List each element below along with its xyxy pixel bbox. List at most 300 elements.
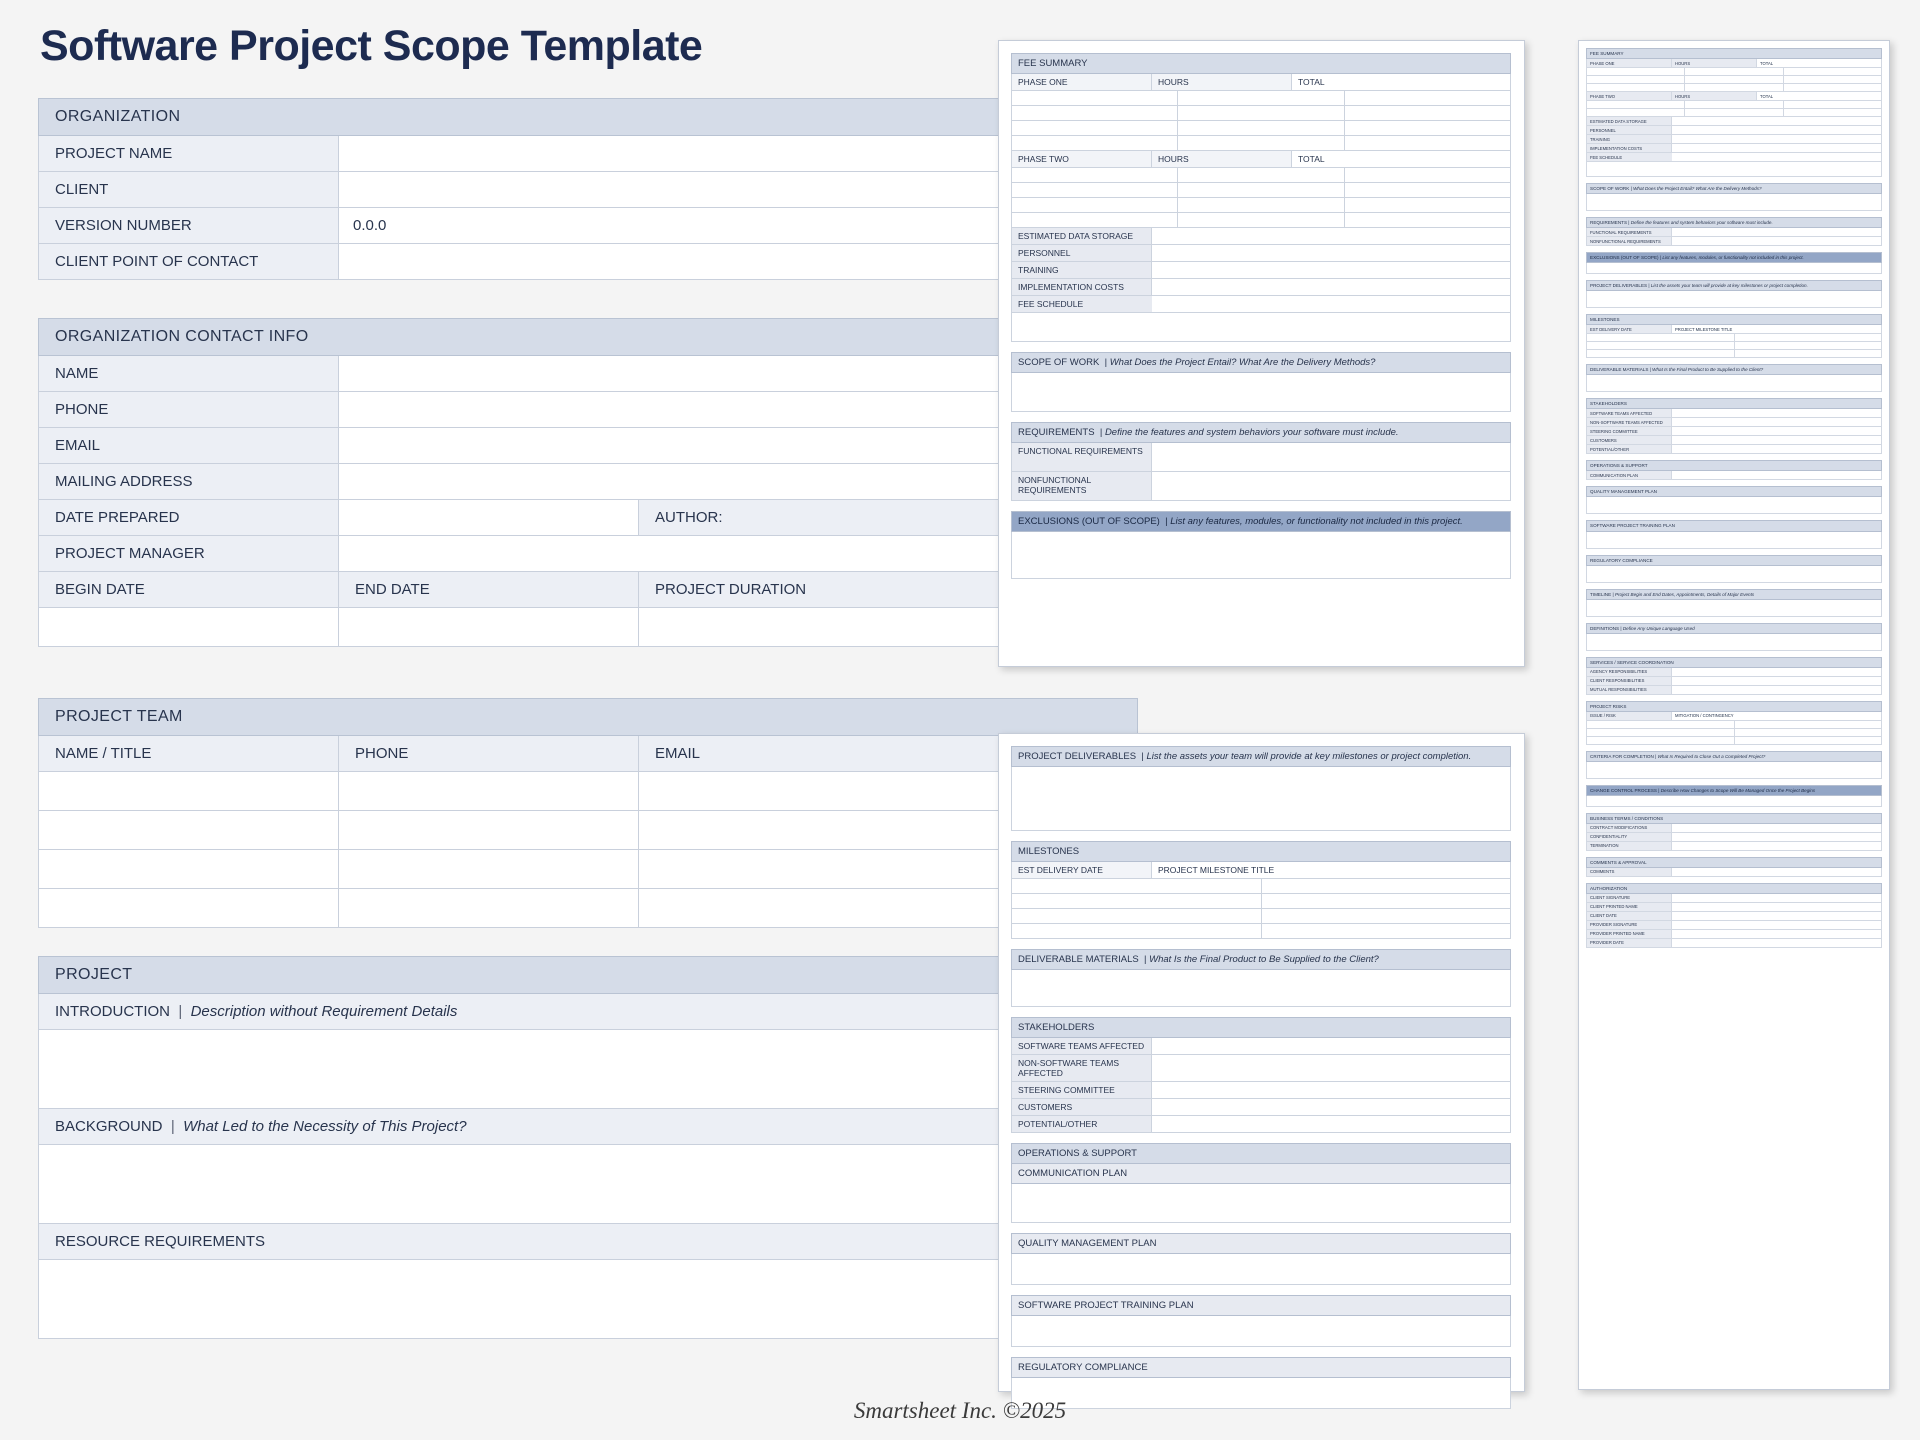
thumb-box[interactable] — [1586, 194, 1882, 211]
table-row — [1586, 117, 1882, 126]
nonfunctional-req-input[interactable] — [1152, 472, 1510, 500]
thumb-row-input[interactable] — [1672, 677, 1881, 685]
thumb-row-input[interactable] — [1672, 668, 1881, 676]
scope-of-work-input[interactable] — [1011, 373, 1511, 412]
date-prepared-value[interactable] — [339, 500, 639, 535]
background-input[interactable] — [39, 1145, 1137, 1223]
thumb-section-label: COMMENTS & APPROVAL — [1590, 859, 1647, 865]
thumb-row-input[interactable] — [1672, 912, 1881, 920]
thumb-row-label: POTENTIAL/OTHER — [1587, 445, 1672, 453]
table-row — [1586, 833, 1882, 842]
table-row — [1011, 168, 1511, 183]
table-row — [1586, 729, 1882, 737]
table-row — [38, 536, 1138, 572]
thumb-cell[interactable] — [1587, 342, 1735, 349]
thumb-row-label: PROVIDER PRINTED NAME — [1587, 930, 1672, 938]
exclusions-hint: List any features, modules, or functionality not included in this project. — [1170, 516, 1463, 527]
table-row — [1011, 245, 1511, 262]
phase-two-total-cell[interactable] — [1345, 168, 1510, 182]
table-row — [1586, 737, 1882, 745]
cost-value[interactable] — [1152, 262, 1510, 278]
thumb-row-input[interactable] — [1672, 903, 1881, 911]
thumb-row-label: NON-SOFTWARE TEAMS AFFECTED — [1587, 418, 1672, 426]
deliverables-label: PROJECT DELIVERABLES — [1018, 751, 1137, 762]
thumb-box[interactable] — [1586, 600, 1882, 617]
thumb-phase-two-label: PHASE TWO — [1587, 92, 1672, 100]
thumb-cell[interactable] — [1735, 342, 1882, 349]
project-team-header: PROJECT TEAM — [38, 698, 1138, 736]
team-name-cell[interactable] — [39, 850, 339, 888]
thumb-section-header — [1586, 520, 1882, 531]
thumb-section-header — [1586, 460, 1882, 471]
background-input-row — [38, 1145, 1138, 1224]
table-header-row — [1011, 862, 1511, 879]
thumb-cell[interactable] — [1685, 109, 1783, 116]
thumb-row-input[interactable] — [1672, 228, 1881, 236]
table-row — [1011, 91, 1511, 106]
thumb-row-label: CUSTOMERS — [1587, 436, 1672, 444]
field-label: CLIENT — [39, 172, 339, 207]
materials-label: DELIVERABLE MATERIALS — [1018, 954, 1139, 965]
cost-label: TRAINING — [1012, 262, 1152, 278]
thumb-row-input[interactable] — [1672, 833, 1881, 841]
resource-input[interactable] — [39, 1260, 1137, 1338]
thumb-row-label: COMMUNICATION PLAN — [1587, 471, 1672, 479]
thumb-cell[interactable] — [1735, 334, 1882, 341]
team-name-cell[interactable] — [39, 889, 339, 927]
thumb-section-label: BUSINESS TERMS / CONDITIONS — [1590, 815, 1664, 821]
phase-two-hours-cell[interactable] — [1178, 198, 1344, 212]
exclusions-header: EXCLUSIONS (OUT OF SCOPE) | List any features, modules, or functionality not included in this project. — [1011, 511, 1511, 532]
phase-two-total-cell[interactable] — [1345, 213, 1510, 227]
table-row — [38, 850, 1138, 889]
table-row — [1586, 76, 1882, 84]
thumb-row-input[interactable] — [1672, 436, 1881, 444]
stakeholder-input[interactable] — [1152, 1082, 1510, 1098]
phase-one-hours-cell[interactable] — [1178, 136, 1344, 150]
field-label: CLIENT POINT OF CONTACT — [39, 244, 339, 279]
phase-two-hours-cell[interactable] — [1178, 213, 1344, 227]
introduction-input-row — [38, 1030, 1138, 1109]
cost-value[interactable] — [1152, 279, 1510, 295]
thumb-cell[interactable] — [1784, 109, 1881, 116]
thumb-cost-label: TRAINING — [1587, 135, 1672, 143]
phase-two-hours-cell[interactable] — [1178, 168, 1344, 182]
milestone-date-cell[interactable] — [1012, 924, 1262, 938]
author-label: AUTHOR: — [639, 500, 1137, 535]
begin-date-label: BEGIN DATE — [39, 572, 339, 607]
scope-of-work-header: SCOPE OF WORK | What Does the Project Entail? What Are the Delivery Methods? — [1011, 352, 1511, 373]
thumb-cell[interactable] — [1784, 101, 1881, 108]
thumb-cell[interactable] — [1784, 76, 1881, 83]
materials-header: DELIVERABLE MATERIALS | What Is the Final Product to Be Supplied to the Client? — [1011, 949, 1511, 970]
phase-two-total-label: TOTAL — [1292, 151, 1510, 167]
thumb-box[interactable] — [1586, 162, 1882, 177]
introduction-hint: Description without Requirement Details — [190, 1003, 458, 1020]
table-header-row — [38, 736, 1138, 772]
thumb-cell[interactable] — [1587, 334, 1735, 341]
thumb-row-label: MUTUAL RESPONSIBILITIES — [1587, 686, 1672, 694]
phase-two-hours-label: HOURS — [1152, 151, 1292, 167]
phase-two-total-cell[interactable] — [1345, 183, 1510, 197]
table-row — [1586, 334, 1882, 342]
thumb-row-label: SOFTWARE TEAMS AFFECTED — [1587, 409, 1672, 417]
thumb-sections — [1586, 183, 1882, 948]
phase-one-name-cell[interactable] — [1012, 121, 1178, 135]
stakeholder-input[interactable] — [1152, 1038, 1510, 1054]
table-row — [1586, 109, 1882, 117]
thumb-cell[interactable] — [1587, 84, 1685, 91]
thumb-row-input[interactable] — [1672, 921, 1881, 929]
thumb-box[interactable] — [1586, 497, 1882, 514]
thumb-section-hint: Define Any Unique Language Used — [1622, 625, 1695, 631]
thumb-cell[interactable] — [1735, 350, 1882, 357]
thumb-box[interactable] — [1586, 532, 1882, 549]
table-row — [1586, 824, 1882, 833]
phase-two-total-cell[interactable] — [1345, 198, 1510, 212]
phase-one-total-cell[interactable] — [1345, 121, 1510, 135]
thumb-cell[interactable] — [1735, 729, 1882, 736]
milestone-date-cell[interactable] — [1012, 879, 1262, 893]
field-label: EMAIL — [39, 428, 339, 463]
field-label: PHONE — [39, 392, 339, 427]
table-row — [1586, 135, 1882, 144]
thumb-fee-schedule-label: FEE SCHEDULE — [1587, 153, 1672, 161]
deliverables-header: PROJECT DELIVERABLES | List the assets your team will provide at key milestones or project completion. — [1011, 746, 1511, 767]
nonfunctional-req-label: NONFUNCTIONAL REQUIREMENTS — [1012, 472, 1152, 500]
thumb-row-input[interactable] — [1672, 824, 1881, 832]
thumb-cost-label: PERSONNEL — [1587, 126, 1672, 134]
phase-two-name-cell[interactable] — [1012, 198, 1178, 212]
cost-label: PERSONNEL — [1012, 245, 1152, 261]
table-row — [1586, 668, 1882, 677]
thumb-row-input[interactable] — [1672, 237, 1881, 245]
thumb-row-label: CLIENT DATE — [1587, 912, 1672, 920]
thumb-cell[interactable] — [1672, 135, 1881, 143]
thumb-section-header — [1586, 813, 1882, 824]
table-row — [1011, 909, 1511, 924]
thumb-cost-label: ESTIMATED DATA STORAGE — [1587, 117, 1672, 125]
phase-one-total-cell[interactable] — [1345, 106, 1510, 120]
fee-schedule-input[interactable] — [1011, 313, 1511, 342]
thumb-cell[interactable] — [1587, 721, 1735, 728]
thumb-row-input[interactable] — [1672, 842, 1881, 850]
thumb-row-input[interactable] — [1672, 894, 1881, 902]
fee-summary-header: FEE SUMMARY — [1011, 53, 1511, 74]
thumb-row-input[interactable] — [1672, 471, 1881, 479]
stakeholder-input[interactable] — [1152, 1055, 1510, 1081]
team-phone-cell[interactable] — [339, 772, 639, 810]
thumb-section-label: MILESTONES — [1590, 317, 1620, 323]
table-row — [1586, 912, 1882, 921]
table-row — [1586, 228, 1882, 237]
thumb-phase-one-label: PHASE ONE — [1587, 59, 1672, 67]
table-row — [1586, 144, 1882, 153]
functional-req-input[interactable] — [1152, 443, 1510, 471]
deliverables-hint: List the assets your team will provide at key milestones or project completion. — [1146, 751, 1472, 762]
communication-plan-input[interactable] — [1011, 1184, 1511, 1223]
milestone-title-cell[interactable] — [1262, 909, 1511, 923]
table-row — [1586, 101, 1882, 109]
cost-label: ESTIMATED DATA STORAGE — [1012, 228, 1152, 244]
stakeholder-label: CUSTOMERS — [1012, 1099, 1152, 1115]
table-row — [1011, 1055, 1511, 1082]
organization-section — [38, 98, 1138, 280]
thumb-cell[interactable] — [1672, 144, 1881, 152]
milestone-date-cell[interactable] — [1012, 909, 1262, 923]
thumb-cell[interactable] — [1784, 84, 1881, 91]
exclusions-label: EXCLUSIONS (OUT OF SCOPE) — [1018, 516, 1160, 527]
field-label: VERSION NUMBER — [39, 208, 339, 243]
thumb-cell[interactable] — [1587, 737, 1735, 744]
thumb-cell[interactable] — [1735, 721, 1882, 728]
phase-one-name-cell[interactable] — [1012, 136, 1178, 150]
thumb-cell[interactable] — [1685, 68, 1783, 75]
table-header-row — [1586, 325, 1882, 334]
table-row — [1011, 1082, 1511, 1099]
thumb-section-header: CHANGE CONTROL PROCESS | Describe How Changes to Scope Will Be Managed Once the Project Begins — [1586, 785, 1882, 796]
thumb-row-input[interactable] — [1672, 939, 1881, 947]
phase-two-name-cell[interactable] — [1012, 168, 1178, 182]
thumb-section-header — [1586, 701, 1882, 712]
thumb-row-input[interactable] — [1672, 930, 1881, 938]
phase-one-hours-cell[interactable] — [1178, 91, 1344, 105]
thumb-row-label: CLIENT RESPONSIBILITIES — [1587, 677, 1672, 685]
table-row — [1586, 427, 1882, 436]
thumb-section-label: AUTHORIZATION — [1590, 885, 1628, 891]
training-plan-label: SOFTWARE PROJECT TRAINING PLAN — [1011, 1295, 1511, 1316]
thumb-col-header: MITIGATION / CONTINGENCY — [1672, 712, 1881, 720]
thumb-box[interactable] — [1586, 375, 1882, 392]
thumb-section-header: SCOPE OF WORK | What Does the Project Entail? What Are the Delivery Methods? — [1586, 183, 1882, 194]
thumb-cell[interactable] — [1672, 126, 1881, 134]
thumb-box[interactable] — [1586, 566, 1882, 583]
table-row — [1586, 842, 1882, 851]
team-name-cell[interactable] — [39, 811, 339, 849]
table-row — [38, 572, 1138, 608]
thumb-section-header — [1586, 883, 1882, 894]
team-phone-cell[interactable] — [339, 889, 639, 927]
table-row — [1011, 136, 1511, 151]
thumb-row-input[interactable] — [1672, 418, 1881, 426]
thumb-box[interactable] — [1586, 263, 1882, 274]
thumb-box[interactable] — [1586, 291, 1882, 308]
thumb-box[interactable] — [1586, 634, 1882, 651]
thumb-row-label: NONFUNCTIONAL REQUIREMENTS — [1587, 237, 1672, 245]
thumb-cell[interactable] — [1672, 117, 1881, 125]
scope-of-work-hint: What Does the Project Entail? What Are the Delivery Methods? — [1109, 357, 1376, 368]
introduction-label: INTRODUCTION — [55, 1003, 170, 1020]
thumb-cell[interactable] — [1587, 729, 1735, 736]
contact-header: ORGANIZATION CONTACT INFO — [38, 318, 1138, 356]
table-row — [1011, 879, 1511, 894]
thumb-cell[interactable] — [1587, 101, 1685, 108]
thumb-section-header: TIMELINE | Project Begin and End Dates, Appointments, Details of Major Events — [1586, 589, 1882, 600]
page-thumbnail[interactable] — [1578, 40, 1890, 1390]
cost-value[interactable] — [1152, 228, 1510, 244]
thumb-row-label: CLIENT SIGNATURE — [1587, 894, 1672, 902]
thumb-section-label: STAKEHOLDERS — [1590, 401, 1627, 407]
phase-one-hours-cell[interactable] — [1178, 121, 1344, 135]
field-label: PROJECT NAME — [39, 136, 339, 171]
phase-one-hours-cell[interactable] — [1178, 106, 1344, 120]
thumb-cell[interactable] — [1735, 737, 1882, 744]
milestone-title-cell[interactable] — [1262, 879, 1511, 893]
stakeholder-input[interactable] — [1152, 1116, 1510, 1132]
stakeholders-header: STAKEHOLDERS — [1011, 1017, 1511, 1038]
fee-schedule-label: FEE SCHEDULE — [1012, 296, 1152, 312]
thumb-phase-two-hours: HOURS — [1672, 92, 1757, 100]
thumb-section-header — [1586, 857, 1882, 868]
phase-two-header-row — [1011, 151, 1511, 168]
thumb-phase-one-hours: HOURS — [1672, 59, 1757, 67]
team-phone-cell[interactable] — [339, 850, 639, 888]
thumb-row-label: PROVIDER DATE — [1587, 939, 1672, 947]
thumb-section-label: EXCLUSIONS (OUT OF SCOPE) — [1590, 255, 1659, 261]
thumb-section-label: SCOPE OF WORK — [1590, 186, 1630, 192]
thumb-section-label: DELIVERABLE MATERIALS — [1590, 367, 1649, 373]
table-header-row — [1586, 59, 1882, 68]
project-team-section — [38, 698, 1138, 928]
thumb-row-label: PROVIDER SIGNATURE — [1587, 921, 1672, 929]
thumb-cell[interactable] — [1784, 68, 1881, 75]
quality-plan-input[interactable] — [1011, 1254, 1511, 1285]
page-title: Software Project Scope Template — [40, 22, 703, 70]
thumb-section-hint: Describe How Changes to Scope Will Be Managed Once the Project Begins — [1660, 787, 1816, 793]
thumb-box[interactable] — [1586, 762, 1882, 779]
thumb-row-input[interactable] — [1672, 686, 1881, 694]
table-row — [38, 172, 1138, 208]
milestone-date-cell[interactable] — [1012, 894, 1262, 908]
thumb-section-hint: What Does the Project Entail? What Are the Delivery Methods? — [1633, 186, 1762, 192]
thumb-row-input[interactable] — [1672, 868, 1881, 876]
col-milestone-title: PROJECT MILESTONE TITLE — [1152, 862, 1510, 878]
table-row — [1586, 84, 1882, 92]
phase-two-name-cell[interactable] — [1012, 213, 1178, 227]
thumb-section-hint: What Is Required to Close Out a Completed Project? — [1657, 753, 1766, 759]
training-plan-input[interactable] — [1011, 1316, 1511, 1347]
thumb-section-header — [1586, 398, 1882, 409]
thumb-box[interactable] — [1586, 796, 1882, 807]
table-row — [1586, 126, 1882, 135]
table-row — [38, 464, 1138, 500]
thumb-section-header — [1586, 486, 1882, 497]
resource-label: RESOURCE REQUIREMENTS — [39, 1224, 1137, 1259]
background-hint: What Led to the Necessity of This Project? — [183, 1118, 467, 1135]
phase-one-total-cell[interactable] — [1345, 136, 1510, 150]
project-manager-label: PROJECT MANAGER — [39, 536, 339, 571]
table-row — [1011, 472, 1511, 501]
thumb-section-hint: What Is the Final Product to Be Supplied to the Client? — [1652, 367, 1764, 373]
table-row — [38, 392, 1138, 428]
thumb-section-hint: Project Begin and End Dates, Appointments, Details of Major Events — [1614, 591, 1755, 597]
thumb-row-label: COMMENTS — [1587, 868, 1672, 876]
table-row — [1586, 921, 1882, 930]
table-row — [1586, 903, 1882, 912]
cost-value[interactable] — [1152, 245, 1510, 261]
thumb-section-label: PROJECT DELIVERABLES — [1590, 283, 1648, 289]
table-row — [1586, 894, 1882, 903]
table-row — [1586, 868, 1882, 877]
end-date-value[interactable] — [339, 608, 639, 646]
thumb-cell[interactable] — [1587, 109, 1685, 116]
table-row — [38, 356, 1138, 392]
thumb-row-input[interactable] — [1672, 409, 1881, 417]
thumb-section-header — [1586, 555, 1882, 566]
table-row — [38, 208, 1138, 244]
organization-contact-section — [38, 318, 1138, 647]
thumb-section-label: SERVICES / SERVICE COORDINATION — [1590, 659, 1674, 665]
thumb-row-input[interactable] — [1672, 445, 1881, 453]
team-name-cell[interactable] — [39, 772, 339, 810]
deliverables-panel — [998, 733, 1525, 1392]
milestone-title-cell[interactable] — [1262, 894, 1511, 908]
thumb-cell[interactable] — [1587, 68, 1685, 75]
col-phone: PHONE — [339, 736, 639, 771]
table-row — [1011, 924, 1511, 939]
stakeholder-input[interactable] — [1152, 1099, 1510, 1115]
phase-two-hours-cell[interactable] — [1178, 183, 1344, 197]
thumb-phase-one-total: TOTAL — [1757, 59, 1881, 67]
deliverables-input[interactable] — [1011, 767, 1511, 831]
table-row — [1011, 1038, 1511, 1055]
materials-input[interactable] — [1011, 970, 1511, 1007]
date-prepared-label: DATE PREPARED — [39, 500, 339, 535]
thumb-section-hint: Define the features and system behaviors your software must include. — [1630, 220, 1773, 226]
table-row — [38, 889, 1138, 928]
resource-header — [38, 1224, 1138, 1260]
fee-scope-panel — [998, 40, 1525, 667]
exclusions-input[interactable] — [1011, 532, 1511, 579]
table-row — [1011, 121, 1511, 136]
milestone-title-cell[interactable] — [1262, 924, 1511, 938]
fee-schedule-row — [1011, 296, 1511, 313]
stakeholder-label: SOFTWARE TEAMS AFFECTED — [1012, 1038, 1152, 1054]
introduction-input[interactable] — [39, 1030, 1137, 1108]
phase-two-name-cell[interactable] — [1012, 183, 1178, 197]
thumb-row-label: CLIENT PRINTED NAME — [1587, 903, 1672, 911]
phase-one-total-cell[interactable] — [1345, 91, 1510, 105]
quality-plan-label: QUALITY MANAGEMENT PLAN — [1011, 1233, 1511, 1254]
phase-one-name-cell[interactable] — [1012, 106, 1178, 120]
thumb-cell[interactable] — [1685, 101, 1783, 108]
version-number-value[interactable]: 0.0.0 — [339, 208, 1137, 243]
thumb-cell[interactable] — [1587, 76, 1685, 83]
thumb-row-input[interactable] — [1672, 427, 1881, 435]
thumb-phase-two-total: TOTAL — [1757, 92, 1881, 100]
table-row — [38, 244, 1138, 280]
table-row — [1011, 106, 1511, 121]
begin-date-value[interactable] — [39, 608, 339, 646]
thumb-section-header: DELIVERABLE MATERIALS | What Is the Final Product to Be Supplied to the Client? — [1586, 364, 1882, 375]
thumb-row-label: STEERING COMMITTEE — [1587, 427, 1672, 435]
thumb-section-header — [1586, 657, 1882, 668]
thumb-col-header: EST DELIVERY DATE — [1587, 325, 1672, 333]
thumb-cell[interactable] — [1685, 84, 1783, 91]
thumb-section-header: REQUIREMENTS | Define the features and system behaviors your software must include. — [1586, 217, 1882, 228]
thumb-cell[interactable] — [1587, 350, 1735, 357]
milestones-header: MILESTONES — [1011, 841, 1511, 862]
table-row — [38, 500, 1138, 536]
table-row — [1011, 443, 1511, 472]
field-label: NAME — [39, 356, 339, 391]
team-phone-cell[interactable] — [339, 811, 639, 849]
table-row — [1586, 721, 1882, 729]
table-row — [38, 811, 1138, 850]
phase-one-name-cell[interactable] — [1012, 91, 1178, 105]
thumb-cell[interactable] — [1685, 76, 1783, 83]
organization-header: ORGANIZATION — [38, 98, 1138, 136]
